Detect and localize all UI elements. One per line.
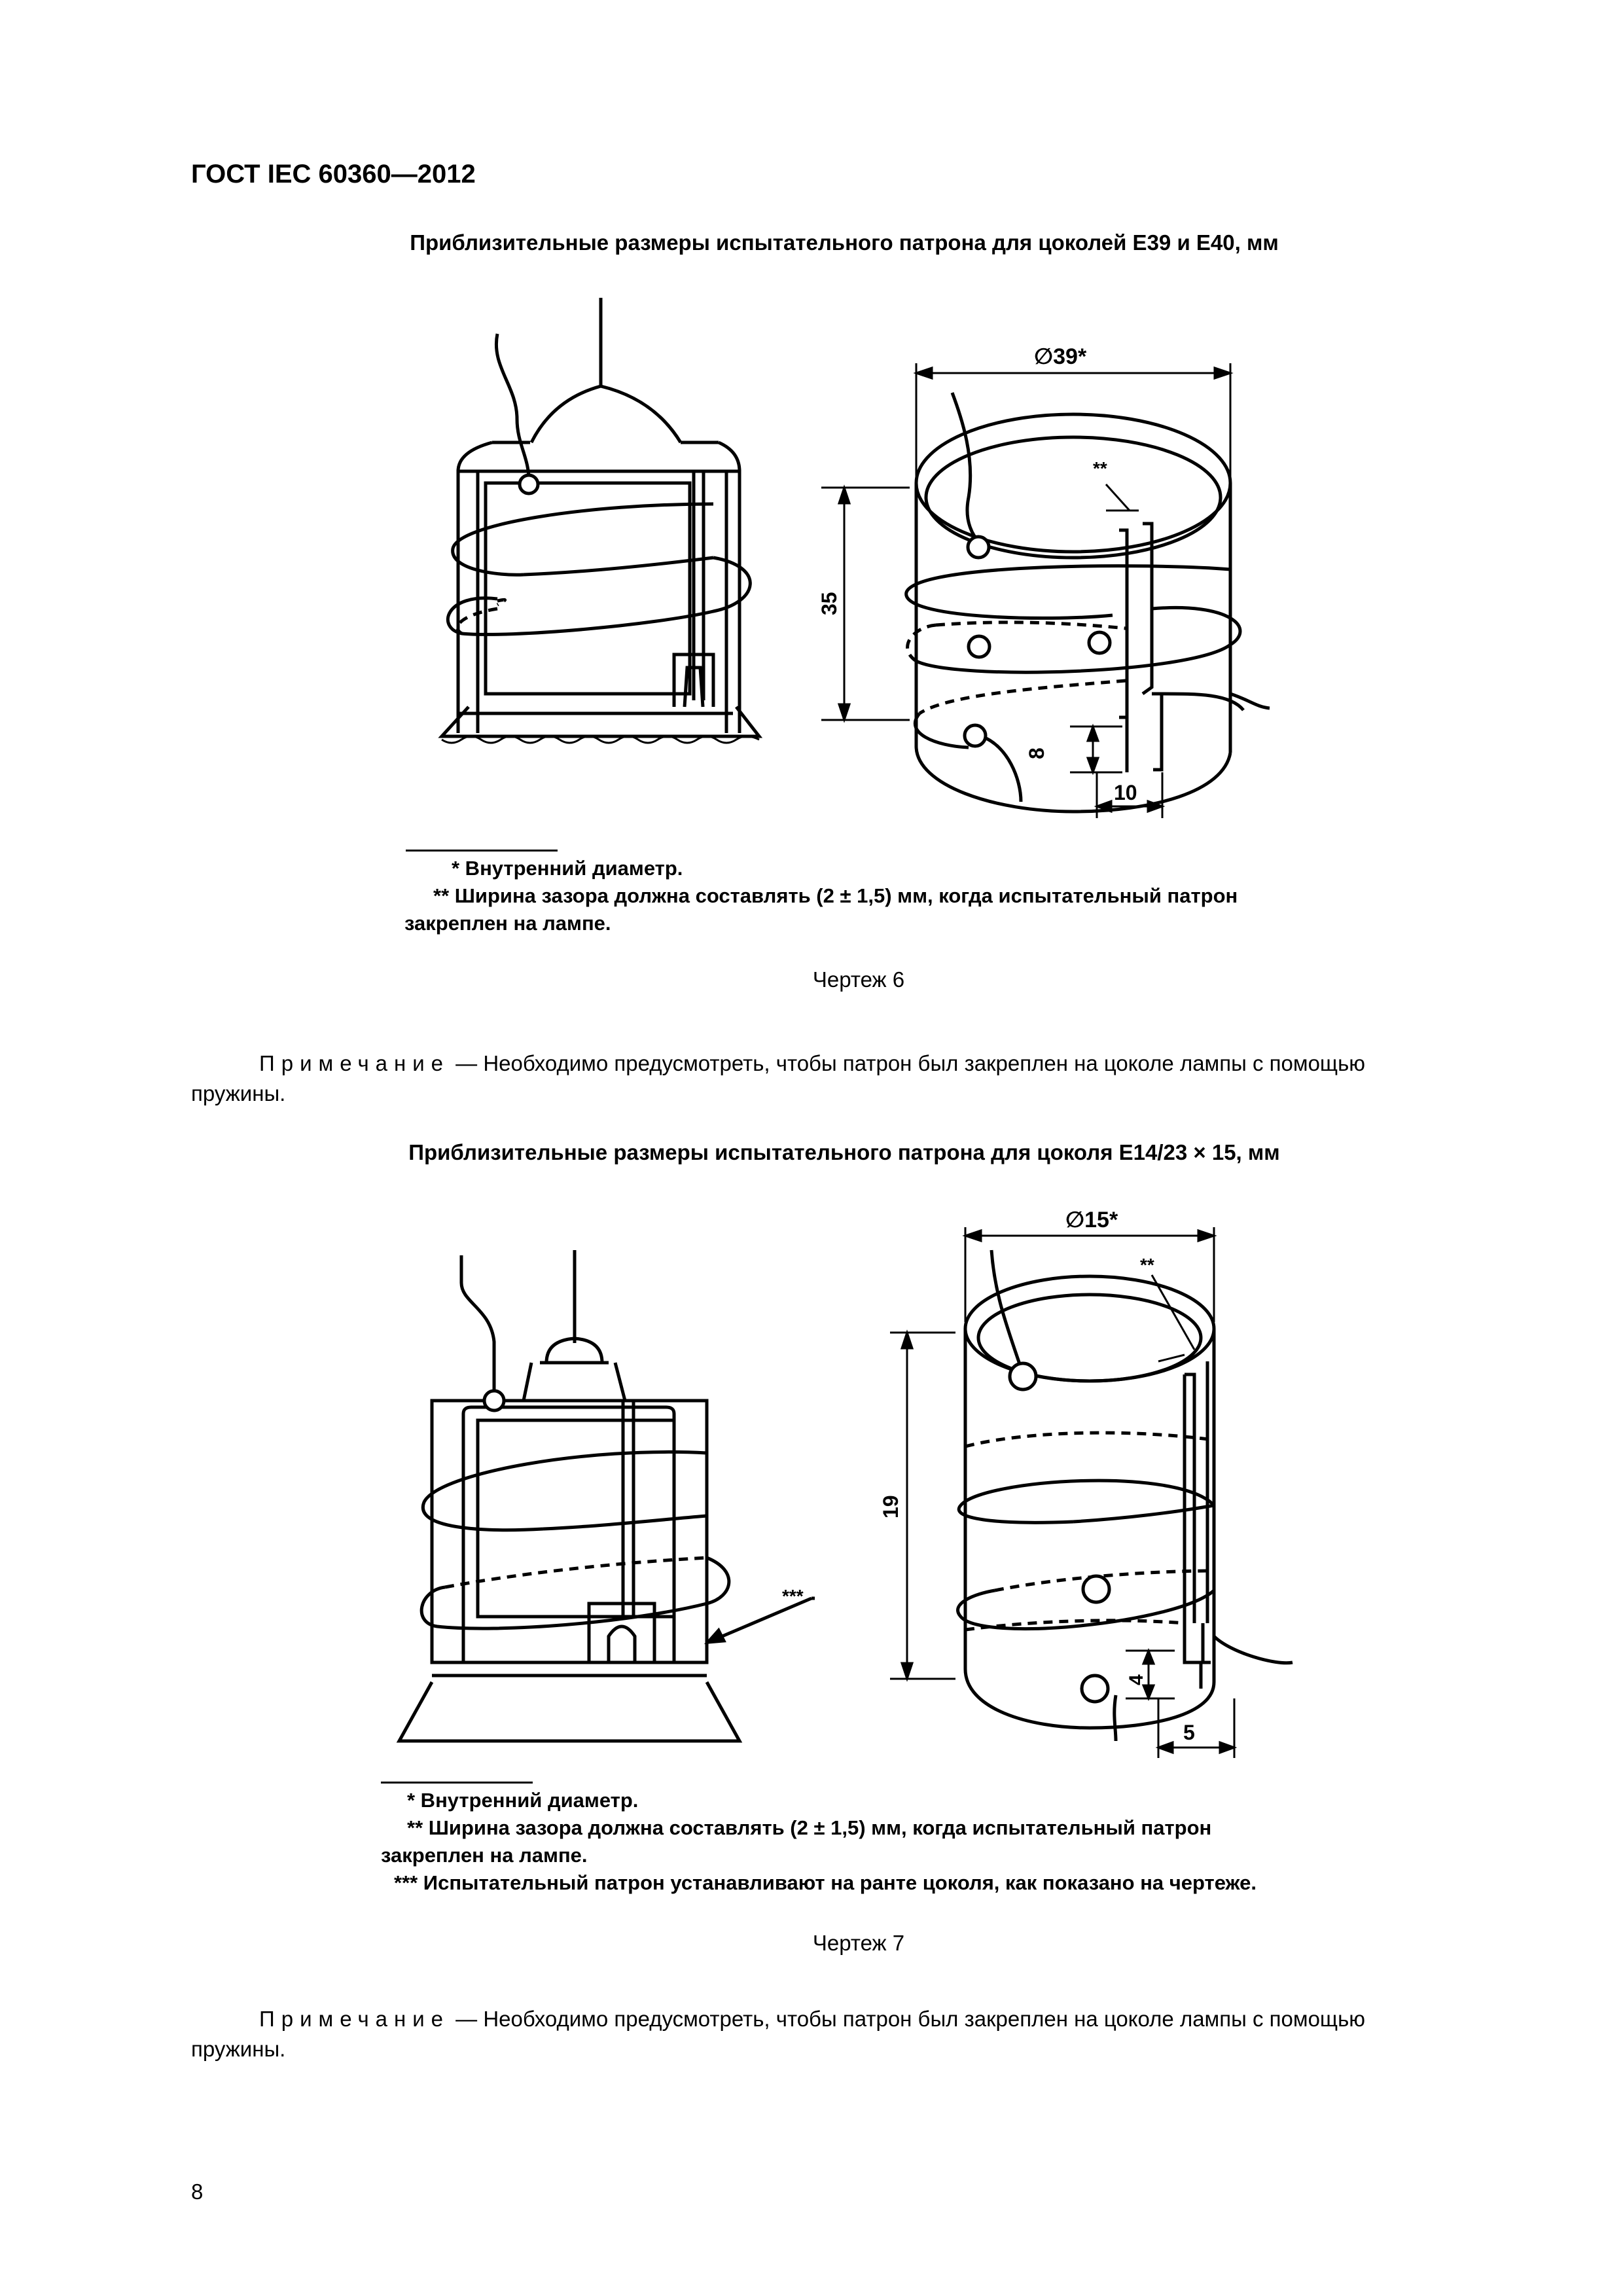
note-2-text-cont: пружины. <box>191 2037 286 2061</box>
note-1 <box>191 1049 1500 1109</box>
note-2-label: Примечание <box>259 2007 450 2031</box>
footnote-7-4: *** Испытательный патрон устанавливают на ранте цоколя, как показано на чертеже. <box>394 1871 1257 1894</box>
figure-7-drawing <box>0 1165 1623 1820</box>
figure-7-caption: Приблизительные размеры испытательного патрона для цоколя Е14/23 × 15, мм <box>408 1140 1280 1164</box>
footnote-7-2: ** Ширина зазора должна составлять (2 ± 1,5) мм, когда испытательный патрон <box>407 1816 1212 1839</box>
slot-height-label-7: 4 <box>1126 1674 1147 1685</box>
document-header: ГОСТ IEC 60360—2012 <box>191 160 476 188</box>
note-1-text: — Необходимо предусмотреть, чтобы патрон был закреплен на цоколе лампы с помощью <box>450 1051 1366 1075</box>
note-1-label: Примечание <box>259 1051 450 1075</box>
note-2 <box>191 2004 1500 2064</box>
note-1-text-cont: пружины. <box>191 1081 286 1105</box>
test-holder-e14 <box>958 1250 1293 1741</box>
gap-mark-6: ** <box>1093 458 1107 478</box>
footnote-6-3: закреплен на лампе. <box>404 912 611 935</box>
figure-6-caption: Приблизительные размеры испытательного патрона для цоколей Е39 и Е40, мм <box>410 230 1279 255</box>
footnote-7-1: * Внутренний диаметр. <box>407 1789 639 1812</box>
diameter-label-7: ∅15* <box>1065 1208 1118 1232</box>
slot-height-label-6: 8 <box>1025 747 1048 759</box>
lamp-cap-e14 <box>399 1250 815 1741</box>
footnote-rule-7 <box>381 1782 533 1784</box>
slot-width-label-6: 10 <box>1114 781 1137 804</box>
slot-width-label-7: 5 <box>1183 1721 1195 1744</box>
diameter-label-6: ∅39* <box>1034 344 1087 369</box>
footnote-6-1: * Внутренний диаметр. <box>452 857 683 880</box>
test-holder-e39 <box>906 393 1270 812</box>
gap-mark-7: ** <box>1140 1255 1154 1275</box>
height-label-6: 35 <box>817 592 841 615</box>
footnote-rule-6 <box>406 850 558 852</box>
figure-6-drawing <box>0 0 1623 916</box>
page-number: 8 <box>191 2179 204 2204</box>
figure-7-label: Чертеж 7 <box>812 1931 905 1955</box>
figure-6-label: Чертеж 6 <box>812 967 905 992</box>
footnote-6-2: ** Ширина зазора должна составлять (2 ± 1,5) мм, когда испытательный патрон <box>433 884 1238 907</box>
lamp-cap-e39 <box>442 298 759 743</box>
rim-mark-7: *** <box>782 1586 804 1606</box>
note-2-text: — Необходимо предусмотреть, чтобы патрон был закреплен на цоколе лампы с помощью <box>450 2007 1366 2031</box>
dimension-lines-7 <box>890 1227 1234 1758</box>
height-label-7: 19 <box>879 1495 902 1518</box>
footnote-7-3: закреплен на лампе. <box>381 1844 588 1867</box>
